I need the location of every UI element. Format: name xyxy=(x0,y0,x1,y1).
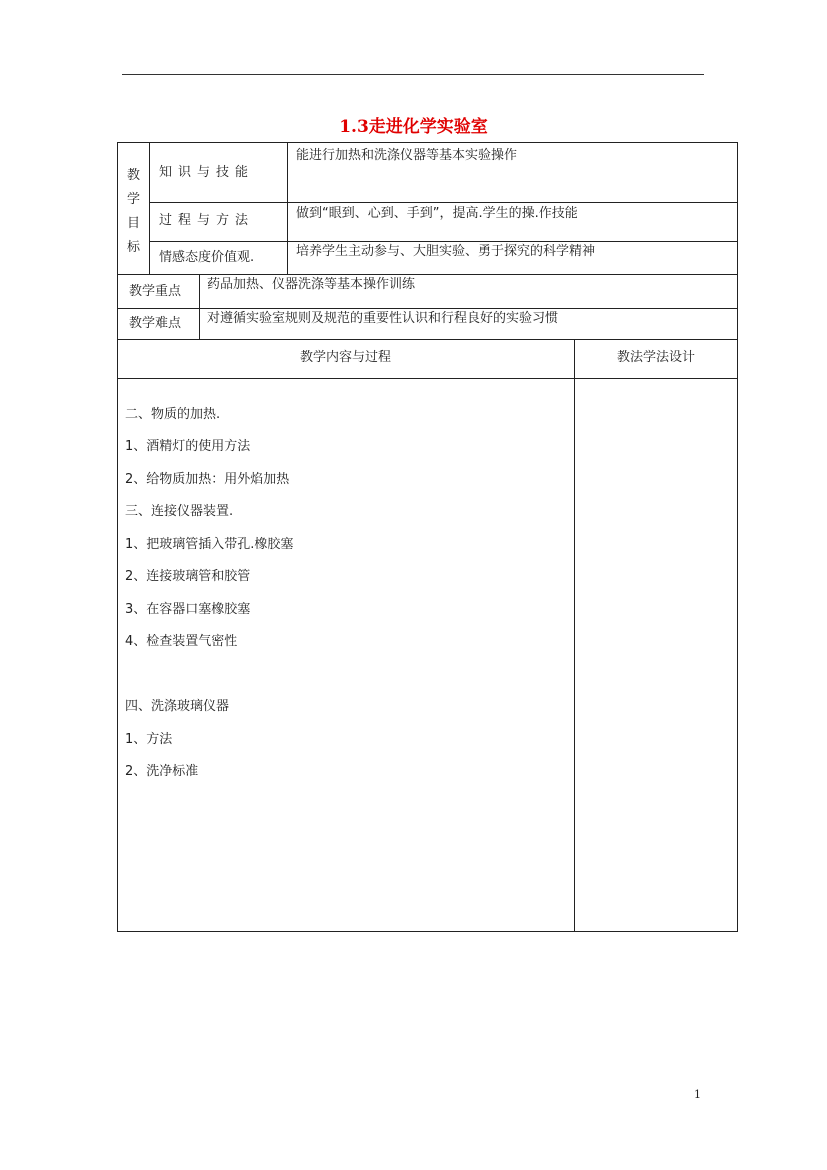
content-item: 三、连接仪器装置. xyxy=(125,504,234,519)
header-rule xyxy=(122,74,704,75)
row-divider xyxy=(149,241,738,242)
row-divider xyxy=(117,339,738,340)
objectives-label: 教学目标 xyxy=(127,168,141,255)
lesson-plan-table xyxy=(117,142,738,932)
col-divider xyxy=(149,142,150,274)
page-title: 1.3走进化学实验室 xyxy=(339,117,488,137)
content-item: 1、方法 xyxy=(125,732,173,747)
content-item: 1、把玻璃管插入带孔.橡胶塞 xyxy=(125,537,294,552)
row-divider xyxy=(117,274,738,275)
objective-text: 培养学生主动参与、大胆实验、勇于探究的科学精神 xyxy=(296,244,596,259)
difficulty-text: 对遵循实验室规则及规范的重要性认识和行程良好的实验习惯 xyxy=(207,311,559,326)
row-divider xyxy=(117,378,738,379)
objective-label: 过程与方法 xyxy=(159,213,255,228)
content-column-header: 教学内容与过程 xyxy=(299,350,391,365)
col-divider xyxy=(287,142,288,274)
content-item: 4、检查装置气密性 xyxy=(125,634,238,649)
table-border-bottom xyxy=(117,931,738,932)
key-point-text: 药品加热、仪器洗涤等基本操作训练 xyxy=(207,277,416,292)
content-item: 3、在容器口塞橡胶塞 xyxy=(125,602,251,617)
objective-label: 情感态度价值观. xyxy=(159,250,255,265)
content-item: 2、连接玻璃管和胶管 xyxy=(125,569,251,584)
content-item: 四、洗涤玻璃仪器 xyxy=(125,699,230,714)
objective-text: 能进行加热和洗涤仪器等基本实验操作 xyxy=(296,148,518,163)
objective-label: 知识与技能 xyxy=(159,165,255,180)
col-divider xyxy=(199,274,200,339)
table-border-right xyxy=(737,142,738,932)
difficulty-label: 教学难点 xyxy=(129,316,182,331)
key-point-label: 教学重点 xyxy=(129,284,182,299)
row-divider xyxy=(117,308,738,309)
content-item: 1、酒精灯的使用方法 xyxy=(125,439,251,454)
page-number: 1 xyxy=(694,1088,701,1101)
objective-text: 做到“眼到、心到、手到”，提高.学生的操.作技能 xyxy=(296,206,578,221)
table-border-left xyxy=(117,142,118,932)
methods-column-header: 教法学法设计 xyxy=(616,350,695,365)
content-item: 2、给物质加热：用外焰加热 xyxy=(125,472,290,487)
col-divider xyxy=(574,339,575,931)
table-border-top xyxy=(117,142,738,143)
content-item: 2、洗净标准 xyxy=(125,764,199,779)
content-item: 二、物质的加热. xyxy=(125,407,221,422)
row-divider xyxy=(149,202,738,203)
